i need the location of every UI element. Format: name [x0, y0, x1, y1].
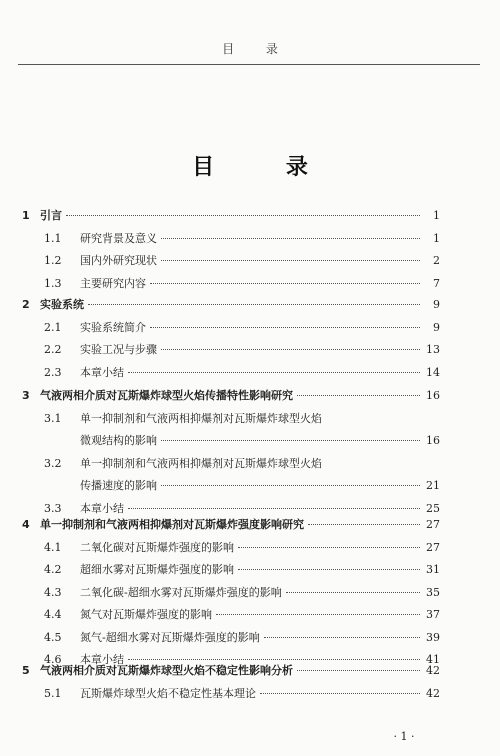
toc-section-entry[interactable]: [44, 500, 440, 516]
section-title: 实验工况与步骤: [80, 343, 157, 356]
section-title: 本章小结: [80, 653, 124, 666]
section-number: 3.1: [44, 411, 62, 425]
section-title: 二氧化碳对瓦斯爆炸强度的影响: [80, 540, 234, 554]
section-number: 2.3: [44, 365, 62, 379]
dot-leader: [297, 670, 420, 671]
toc-section-entry[interactable]: [44, 230, 440, 246]
section-page: 42: [426, 686, 440, 700]
dot-leader: [66, 215, 420, 216]
section-title: 传播速度的影响: [80, 479, 157, 492]
section-title: 单一抑制剂和气液两相抑爆剂对瓦斯爆炸球型火焰: [80, 456, 322, 470]
page-title: 目 录: [192, 155, 340, 180]
section-number: 2.2: [44, 343, 62, 356]
chapter-number: 2: [22, 298, 30, 311]
section-page: 1: [433, 231, 440, 245]
toc-section-entry[interactable]: [44, 275, 440, 291]
running-head: 目 录: [222, 42, 292, 56]
chapter-title: 引言: [40, 209, 62, 222]
section-title: 瓦斯爆炸球型火焰不稳定性基本理论: [80, 686, 256, 700]
section-page: 31: [426, 563, 440, 576]
toc-section-entry[interactable]: [44, 410, 440, 426]
toc-section-entry[interactable]: [44, 432, 440, 448]
dot-leader: [264, 637, 420, 638]
toc-section-entry[interactable]: [44, 606, 440, 622]
dot-leader: [238, 547, 420, 548]
toc-chapter-entry[interactable]: [22, 662, 440, 678]
dot-leader: [128, 372, 420, 373]
section-page: 27: [426, 540, 440, 554]
chapter-title: 单一抑制剂和气液两相抑爆剂对瓦斯爆炸强度影响研究: [40, 518, 304, 531]
section-page: 14: [426, 365, 440, 379]
chapter-number: 4: [22, 518, 30, 531]
section-number: 4.6: [44, 653, 62, 666]
section-number: 3.2: [44, 456, 62, 470]
section-page: 13: [426, 343, 440, 356]
dot-leader: [161, 440, 420, 441]
section-page: 25: [426, 501, 440, 515]
section-title: 国内外研究现状: [80, 254, 157, 267]
chapter-page: 27: [426, 518, 440, 531]
section-title: 单一抑制剂和气液两相抑爆剂对瓦斯爆炸球型火焰: [80, 411, 322, 425]
section-number: 4.4: [44, 608, 62, 621]
chapter-title: 实验系统: [40, 298, 84, 311]
chapter-title: 气液两相介质对瓦斯爆炸球型火焰传播特性影响研究: [40, 389, 293, 402]
dot-leader: [161, 485, 420, 486]
toc-chapter-entry[interactable]: [22, 207, 440, 223]
toc-section-entry[interactable]: [44, 477, 440, 493]
chapter-page: 1: [433, 209, 440, 222]
dot-leader: [286, 592, 420, 593]
page-folio: · 1 ·: [393, 730, 415, 743]
section-title: 氮气对瓦斯爆炸强度的影响: [80, 608, 212, 621]
chapter-page: 16: [426, 389, 440, 402]
dot-leader: [128, 659, 420, 660]
dot-leader: [260, 693, 420, 694]
chapter-number: 5: [22, 664, 30, 677]
section-page: 7: [433, 276, 440, 290]
section-title: 二氧化碳-超细水雾对瓦斯爆炸强度的影响: [80, 585, 282, 599]
chapter-page: 9: [433, 298, 440, 311]
section-number: 5.1: [44, 686, 62, 700]
chapter-page: 42: [426, 664, 440, 677]
toc-section-entry[interactable]: [44, 629, 440, 645]
section-page: 2: [433, 254, 440, 267]
toc-section-entry[interactable]: [44, 561, 440, 577]
chapter-title: 气液两相介质对瓦斯爆炸球型火焰不稳定性影响分析: [40, 664, 293, 677]
dot-leader: [161, 238, 420, 239]
section-number: 1.2: [44, 254, 62, 267]
section-number: 4.5: [44, 630, 62, 644]
section-number: 1.1: [44, 231, 62, 245]
toc-section-entry[interactable]: [44, 539, 440, 555]
toc-section-entry[interactable]: [44, 584, 440, 600]
section-title: 主要研究内容: [80, 276, 146, 290]
section-title: 微观结构的影响: [80, 434, 157, 447]
toc-section-entry[interactable]: [44, 319, 440, 335]
chapter-number: 3: [22, 389, 30, 402]
dot-leader: [150, 283, 420, 284]
dot-leader: [161, 260, 420, 261]
section-page: 39: [426, 630, 440, 644]
toc-section-entry[interactable]: [44, 341, 440, 357]
chapter-number: 1: [22, 209, 30, 222]
section-number: 2.1: [44, 320, 62, 334]
toc-chapter-entry[interactable]: [22, 516, 440, 532]
section-page: 41: [426, 653, 440, 666]
section-title: 氮气-超细水雾对瓦斯爆炸强度的影响: [80, 630, 260, 644]
toc-section-entry[interactable]: [44, 455, 440, 471]
toc-section-entry[interactable]: [44, 252, 440, 268]
toc-section-entry[interactable]: [44, 364, 440, 380]
section-title: 超细水雾对瓦斯爆炸强度的影响: [80, 563, 234, 576]
dot-leader: [128, 508, 420, 509]
dot-leader: [297, 395, 420, 396]
section-number: 1.3: [44, 276, 62, 290]
section-title: 本章小结: [80, 501, 124, 515]
dot-leader: [88, 304, 420, 305]
section-number: 4.3: [44, 585, 62, 599]
section-title: 实验系统简介: [80, 320, 146, 334]
dot-leader: [150, 327, 420, 328]
section-number: 3.3: [44, 501, 62, 515]
section-title: 研究背景及意义: [80, 231, 157, 245]
dot-leader: [308, 524, 420, 525]
section-number: 4.1: [44, 540, 62, 554]
dot-leader: [216, 614, 420, 615]
section-page: 16: [426, 434, 440, 447]
section-page: 37: [426, 608, 440, 621]
dot-leader: [238, 569, 420, 570]
dot-leader: [161, 349, 420, 350]
section-number: 4.2: [44, 563, 62, 576]
section-page: 35: [426, 585, 440, 599]
section-page: 9: [433, 320, 440, 334]
toc-chapter-entry[interactable]: [22, 387, 440, 403]
toc-chapter-entry[interactable]: [22, 296, 440, 312]
section-title: 本章小结: [80, 365, 124, 379]
section-page: 21: [426, 479, 440, 492]
toc-section-entry[interactable]: [44, 685, 440, 701]
